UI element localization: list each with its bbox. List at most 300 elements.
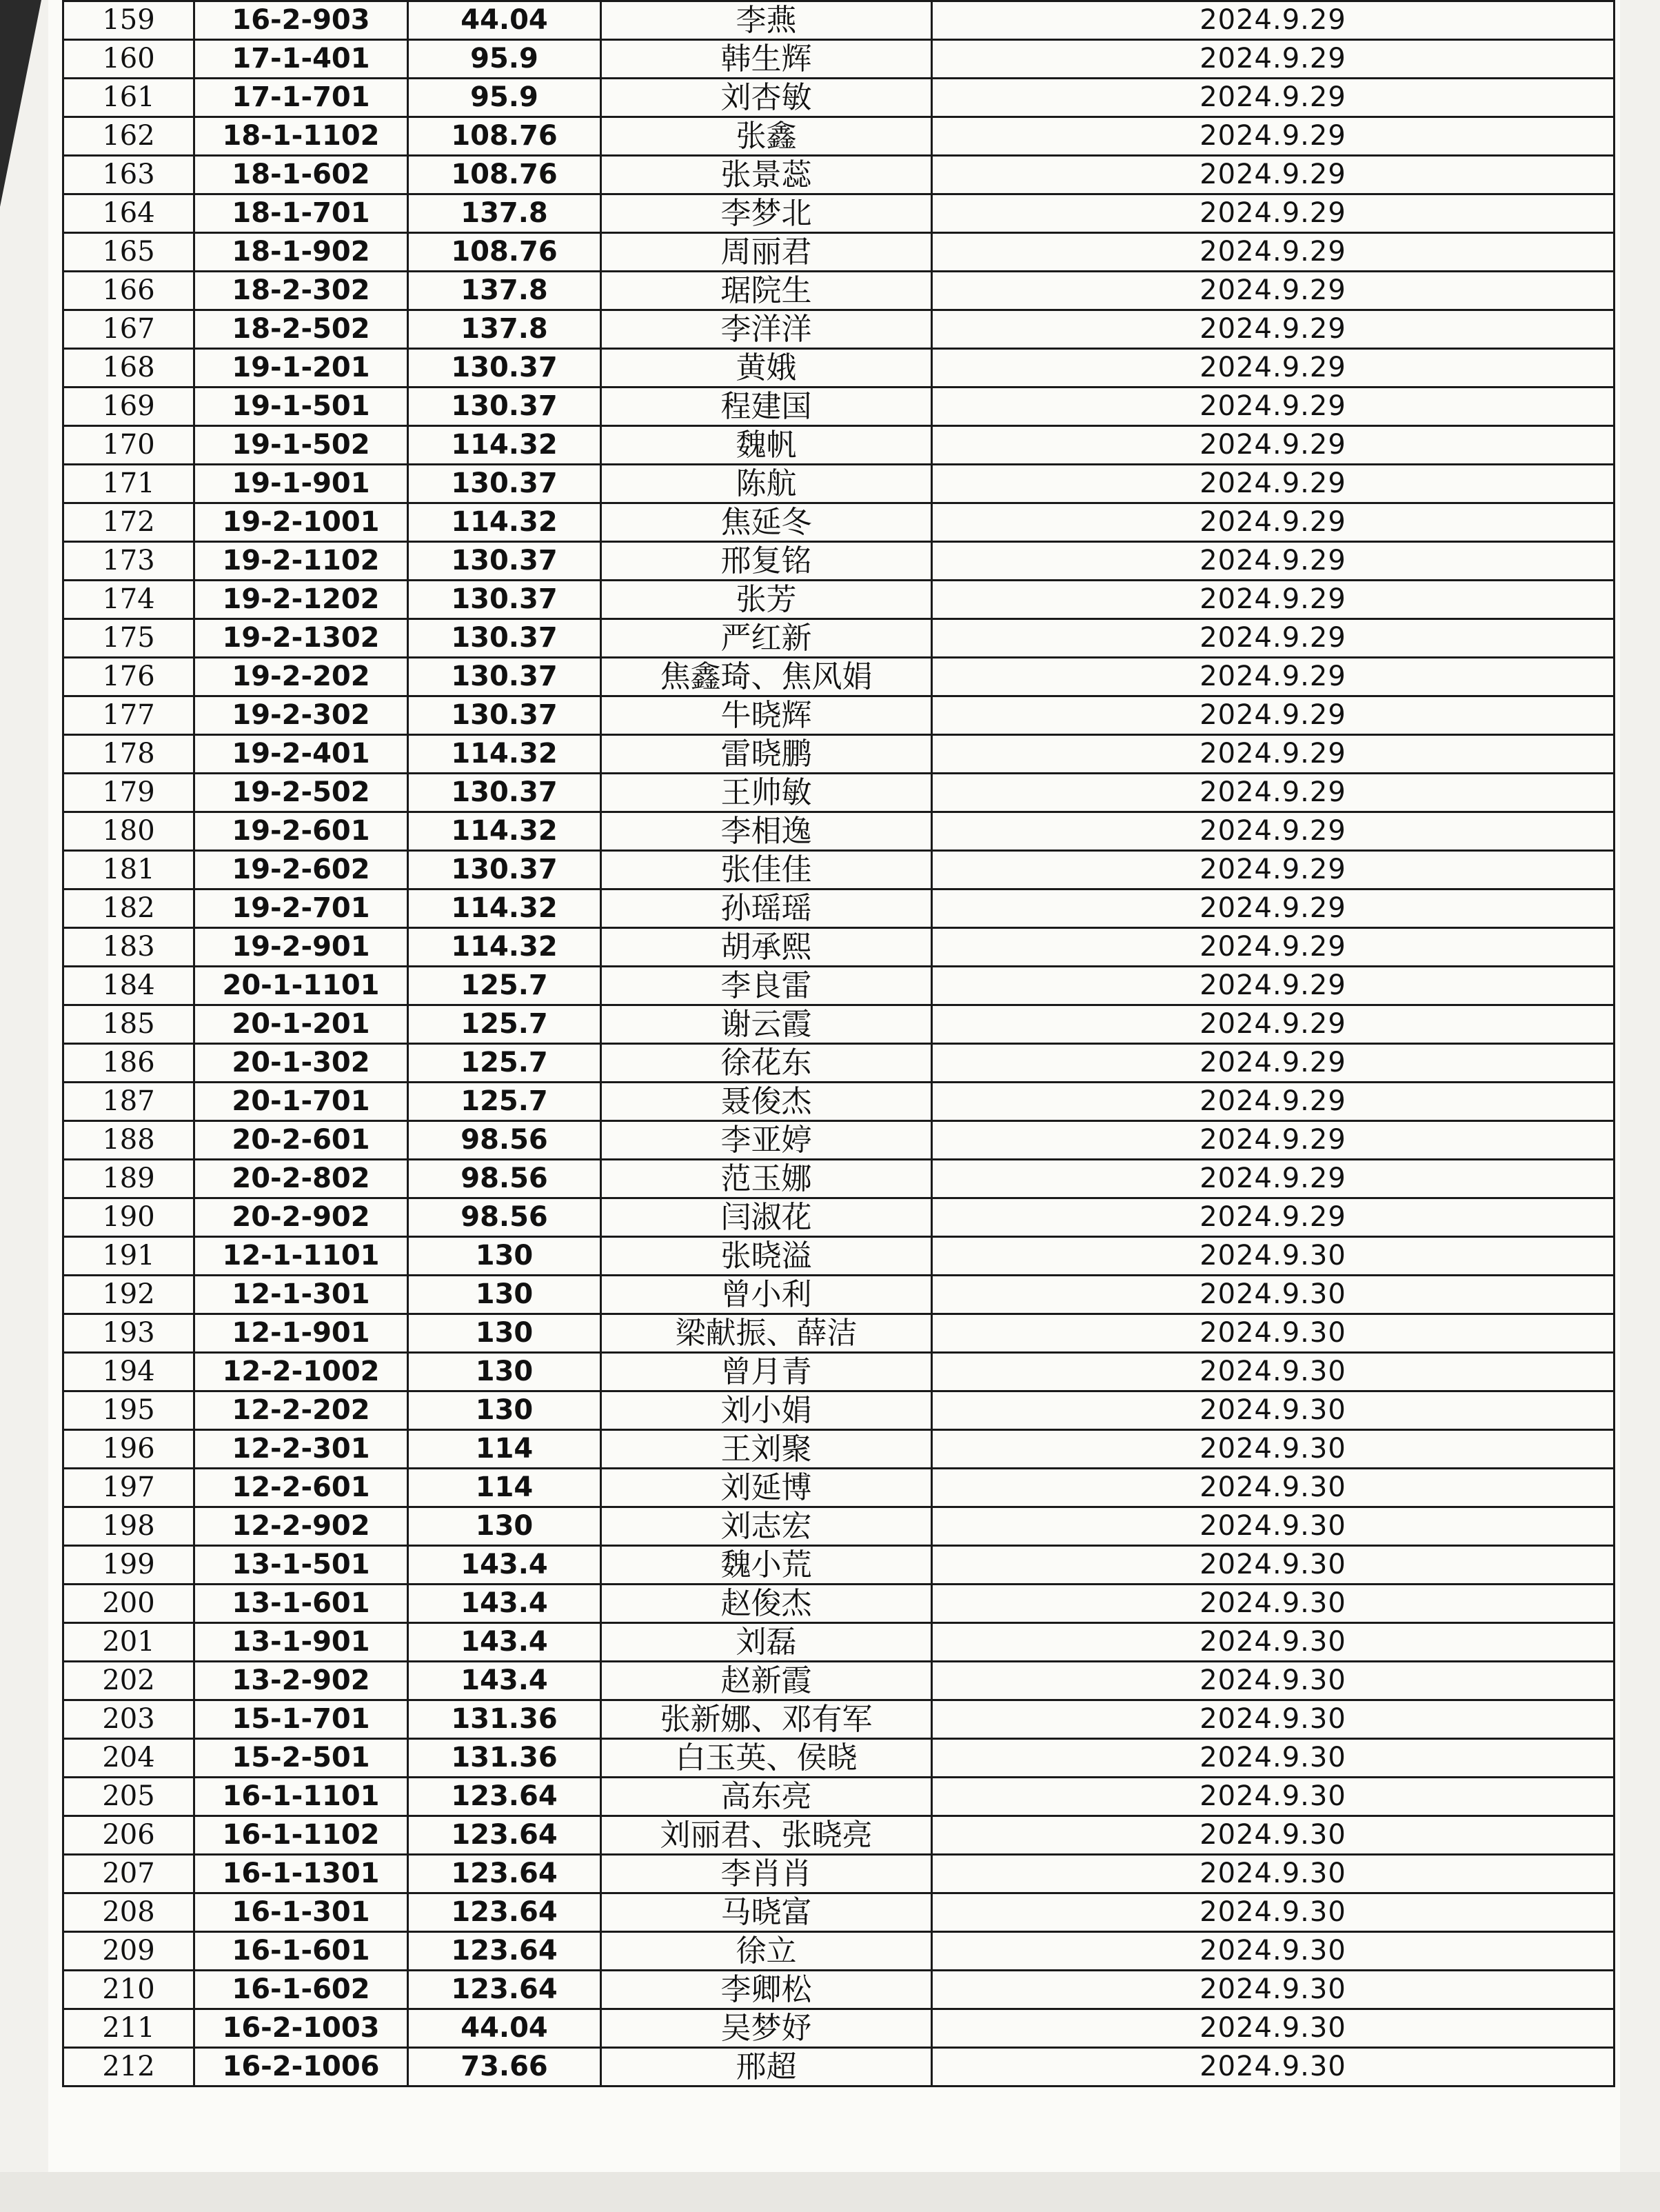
- owner-name-cell: 李卿松: [601, 1971, 932, 2009]
- row-number-cell: 186: [63, 1044, 194, 1083]
- area-cell: 114: [408, 1430, 601, 1469]
- area-cell: 98.56: [408, 1160, 601, 1198]
- date-cell: 2024.9.30: [932, 1314, 1615, 1353]
- date-cell: 2024.9.29: [932, 696, 1615, 735]
- unit-cell: 13-1-501: [194, 1546, 408, 1585]
- area-cell: 123.64: [408, 1855, 601, 1893]
- date-cell: 2024.9.30: [932, 1855, 1615, 1893]
- roster-table: [62, 0, 1615, 2087]
- table-row: [63, 79, 1615, 117]
- unit-cell: 19-1-201: [194, 349, 408, 388]
- date-cell: 2024.9.29: [932, 310, 1615, 349]
- date-cell: 2024.9.30: [932, 1237, 1615, 1276]
- date-cell: 2024.9.30: [932, 1623, 1615, 1662]
- row-number-cell: 167: [63, 310, 194, 349]
- row-number-cell: 198: [63, 1507, 194, 1546]
- unit-cell: 19-2-602: [194, 851, 408, 889]
- date-cell: 2024.9.29: [932, 581, 1615, 619]
- date-cell: 2024.9.29: [932, 79, 1615, 117]
- owner-name-cell: 韩生辉: [601, 40, 932, 79]
- area-cell: 130.37: [408, 581, 601, 619]
- date-cell: 2024.9.30: [932, 1971, 1615, 2009]
- table-row: [63, 619, 1615, 658]
- table-row: [63, 542, 1615, 581]
- table-row: [63, 1662, 1615, 1700]
- area-cell: 44.04: [408, 2009, 601, 2048]
- unit-cell: 12-2-202: [194, 1391, 408, 1430]
- row-number-cell: 168: [63, 349, 194, 388]
- unit-cell: 16-2-1006: [194, 2048, 408, 2087]
- table-row: [63, 1778, 1615, 1816]
- row-number-cell: 211: [63, 2009, 194, 2048]
- date-cell: 2024.9.29: [932, 1198, 1615, 1237]
- table-row: [63, 310, 1615, 349]
- table-row: [63, 1855, 1615, 1893]
- table-row: [63, 1391, 1615, 1430]
- owner-name-cell: 李梦北: [601, 194, 932, 233]
- unit-cell: 13-1-901: [194, 1623, 408, 1662]
- table-row: [63, 1507, 1615, 1546]
- unit-cell: 18-2-302: [194, 272, 408, 310]
- date-cell: 2024.9.29: [932, 156, 1615, 194]
- area-cell: 95.9: [408, 40, 601, 79]
- unit-cell: 19-2-701: [194, 889, 408, 928]
- owner-name-cell: 刘磊: [601, 1623, 932, 1662]
- owner-name-cell: 梁献振、薛洁: [601, 1314, 932, 1353]
- table-row: [63, 1160, 1615, 1198]
- area-cell: 114.32: [408, 426, 601, 465]
- row-number-cell: 176: [63, 658, 194, 696]
- date-cell: 2024.9.30: [932, 1662, 1615, 1700]
- area-cell: 44.04: [408, 1, 601, 40]
- table-row: [63, 1121, 1615, 1160]
- date-cell: 2024.9.29: [932, 1005, 1615, 1044]
- table-row: [63, 1816, 1615, 1855]
- table-row: [63, 117, 1615, 156]
- unit-cell: 15-1-701: [194, 1700, 408, 1739]
- table-row: [63, 967, 1615, 1005]
- owner-name-cell: 张景蕊: [601, 156, 932, 194]
- date-cell: 2024.9.29: [932, 1083, 1615, 1121]
- row-number-cell: 188: [63, 1121, 194, 1160]
- area-cell: 130.37: [408, 658, 601, 696]
- owner-name-cell: 孙瑶瑶: [601, 889, 932, 928]
- row-number-cell: 166: [63, 272, 194, 310]
- area-cell: 125.7: [408, 1005, 601, 1044]
- owner-name-cell: 李相逸: [601, 812, 932, 851]
- row-number-cell: 194: [63, 1353, 194, 1391]
- table-row: [63, 1932, 1615, 1971]
- table-row: [63, 2048, 1615, 2087]
- date-cell: 2024.9.29: [932, 426, 1615, 465]
- table-row: [63, 774, 1615, 812]
- owner-name-cell: 张鑫: [601, 117, 932, 156]
- owner-name-cell: 闫淑花: [601, 1198, 932, 1237]
- area-cell: 123.64: [408, 1932, 601, 1971]
- owner-name-cell: 李燕: [601, 1, 932, 40]
- date-cell: 2024.9.29: [932, 812, 1615, 851]
- table-row: [63, 233, 1615, 272]
- table-row: [63, 1083, 1615, 1121]
- owner-name-cell: 牛晓辉: [601, 696, 932, 735]
- area-cell: 143.4: [408, 1546, 601, 1585]
- row-number-cell: 212: [63, 2048, 194, 2087]
- table-row: [63, 1276, 1615, 1314]
- unit-cell: 19-2-901: [194, 928, 408, 967]
- unit-cell: 19-2-401: [194, 735, 408, 774]
- owner-name-cell: 张新娜、邓有军: [601, 1700, 932, 1739]
- area-cell: 130.37: [408, 388, 601, 426]
- unit-cell: 20-1-701: [194, 1083, 408, 1121]
- date-cell: 2024.9.30: [932, 1932, 1615, 1971]
- owner-name-cell: 琚院生: [601, 272, 932, 310]
- area-cell: 130.37: [408, 542, 601, 581]
- owner-name-cell: 张佳佳: [601, 851, 932, 889]
- row-number-cell: 185: [63, 1005, 194, 1044]
- unit-cell: 20-1-302: [194, 1044, 408, 1083]
- row-number-cell: 181: [63, 851, 194, 889]
- unit-cell: 19-1-501: [194, 388, 408, 426]
- unit-cell: 20-1-201: [194, 1005, 408, 1044]
- unit-cell: 19-2-1202: [194, 581, 408, 619]
- date-cell: 2024.9.30: [932, 1546, 1615, 1585]
- row-number-cell: 162: [63, 117, 194, 156]
- owner-name-cell: 胡承熙: [601, 928, 932, 967]
- owner-name-cell: 赵新霞: [601, 1662, 932, 1700]
- table-row: [63, 40, 1615, 79]
- date-cell: 2024.9.29: [932, 619, 1615, 658]
- table-row: [63, 194, 1615, 233]
- owner-name-cell: 李洋洋: [601, 310, 932, 349]
- table-row: [63, 1700, 1615, 1739]
- area-cell: 131.36: [408, 1700, 601, 1739]
- owner-name-cell: 程建国: [601, 388, 932, 426]
- table-row: [63, 2009, 1615, 2048]
- row-number-cell: 206: [63, 1816, 194, 1855]
- owner-name-cell: 刘志宏: [601, 1507, 932, 1546]
- owner-name-cell: 邢复铭: [601, 542, 932, 581]
- date-cell: 2024.9.30: [932, 1585, 1615, 1623]
- unit-cell: 20-1-1101: [194, 967, 408, 1005]
- date-cell: 2024.9.29: [932, 388, 1615, 426]
- unit-cell: 12-2-601: [194, 1469, 408, 1507]
- table-row: [63, 928, 1615, 967]
- unit-cell: 15-2-501: [194, 1739, 408, 1778]
- owner-name-cell: 徐花东: [601, 1044, 932, 1083]
- date-cell: 2024.9.29: [932, 503, 1615, 542]
- page-corner-shadow: [0, 0, 41, 207]
- row-number-cell: 171: [63, 465, 194, 503]
- date-cell: 2024.9.29: [932, 928, 1615, 967]
- table-row: [63, 1469, 1615, 1507]
- unit-cell: 19-2-302: [194, 696, 408, 735]
- unit-cell: 16-1-602: [194, 1971, 408, 2009]
- row-number-cell: 182: [63, 889, 194, 928]
- row-number-cell: 191: [63, 1237, 194, 1276]
- unit-cell: 12-2-1002: [194, 1353, 408, 1391]
- owner-name-cell: 魏帆: [601, 426, 932, 465]
- area-cell: 125.7: [408, 1044, 601, 1083]
- owner-name-cell: 李肖肖: [601, 1855, 932, 1893]
- area-cell: 98.56: [408, 1198, 601, 1237]
- row-number-cell: 163: [63, 156, 194, 194]
- date-cell: 2024.9.30: [932, 1778, 1615, 1816]
- date-cell: 2024.9.30: [932, 1353, 1615, 1391]
- area-cell: 123.64: [408, 1778, 601, 1816]
- table-row: [63, 349, 1615, 388]
- unit-cell: 12-1-1101: [194, 1237, 408, 1276]
- row-number-cell: 177: [63, 696, 194, 735]
- owner-name-cell: 赵俊杰: [601, 1585, 932, 1623]
- bottom-margin: [0, 2172, 1660, 2212]
- date-cell: 2024.9.29: [932, 233, 1615, 272]
- table-row: [63, 426, 1615, 465]
- row-number-cell: 199: [63, 1546, 194, 1585]
- unit-cell: 18-1-701: [194, 194, 408, 233]
- owner-name-cell: 刘丽君、张晓亮: [601, 1816, 932, 1855]
- unit-cell: 13-2-902: [194, 1662, 408, 1700]
- unit-cell: 19-2-1302: [194, 619, 408, 658]
- area-cell: 114.32: [408, 735, 601, 774]
- date-cell: 2024.9.29: [932, 194, 1615, 233]
- owner-name-cell: 王刘聚: [601, 1430, 932, 1469]
- date-cell: 2024.9.30: [932, 2048, 1615, 2087]
- unit-cell: 12-1-301: [194, 1276, 408, 1314]
- date-cell: 2024.9.29: [932, 349, 1615, 388]
- owner-name-cell: 高东亮: [601, 1778, 932, 1816]
- area-cell: 130: [408, 1276, 601, 1314]
- date-cell: 2024.9.29: [932, 1, 1615, 40]
- table-row: [63, 1430, 1615, 1469]
- owner-name-cell: 白玉英、侯晓: [601, 1739, 932, 1778]
- unit-cell: 17-1-701: [194, 79, 408, 117]
- area-cell: 130.37: [408, 696, 601, 735]
- row-number-cell: 197: [63, 1469, 194, 1507]
- unit-cell: 12-2-301: [194, 1430, 408, 1469]
- table-row: [63, 156, 1615, 194]
- row-number-cell: 187: [63, 1083, 194, 1121]
- date-cell: 2024.9.30: [932, 1816, 1615, 1855]
- unit-cell: 20-2-802: [194, 1160, 408, 1198]
- owner-name-cell: 严红新: [601, 619, 932, 658]
- table-row: [63, 1971, 1615, 2009]
- owner-name-cell: 李良雷: [601, 967, 932, 1005]
- unit-cell: 16-1-1102: [194, 1816, 408, 1855]
- unit-cell: 18-1-1102: [194, 117, 408, 156]
- unit-cell: 19-2-1001: [194, 503, 408, 542]
- area-cell: 125.7: [408, 967, 601, 1005]
- area-cell: 114.32: [408, 812, 601, 851]
- owner-name-cell: 刘延博: [601, 1469, 932, 1507]
- row-number-cell: 161: [63, 79, 194, 117]
- date-cell: 2024.9.30: [932, 1430, 1615, 1469]
- unit-cell: 16-1-1101: [194, 1778, 408, 1816]
- area-cell: 125.7: [408, 1083, 601, 1121]
- area-cell: 108.76: [408, 117, 601, 156]
- unit-cell: 19-2-502: [194, 774, 408, 812]
- area-cell: 130.37: [408, 465, 601, 503]
- owner-name-cell: 刘杏敏: [601, 79, 932, 117]
- row-number-cell: 202: [63, 1662, 194, 1700]
- owner-name-cell: 黄娥: [601, 349, 932, 388]
- area-cell: 130.37: [408, 851, 601, 889]
- area-cell: 130: [408, 1237, 601, 1276]
- owner-name-cell: 王帅敏: [601, 774, 932, 812]
- table-row: [63, 1237, 1615, 1276]
- table-row: [63, 1005, 1615, 1044]
- date-cell: 2024.9.30: [932, 1893, 1615, 1932]
- area-cell: 143.4: [408, 1662, 601, 1700]
- area-cell: 114: [408, 1469, 601, 1507]
- unit-cell: 12-2-902: [194, 1507, 408, 1546]
- date-cell: 2024.9.29: [932, 967, 1615, 1005]
- area-cell: 95.9: [408, 79, 601, 117]
- unit-cell: 20-2-902: [194, 1198, 408, 1237]
- date-cell: 2024.9.30: [932, 1739, 1615, 1778]
- row-number-cell: 190: [63, 1198, 194, 1237]
- area-cell: 108.76: [408, 233, 601, 272]
- owner-name-cell: 徐立: [601, 1932, 932, 1971]
- row-number-cell: 203: [63, 1700, 194, 1739]
- row-number-cell: 178: [63, 735, 194, 774]
- table-row: [63, 696, 1615, 735]
- row-number-cell: 165: [63, 233, 194, 272]
- area-cell: 114.32: [408, 889, 601, 928]
- date-cell: 2024.9.29: [932, 117, 1615, 156]
- table-row: [63, 503, 1615, 542]
- table-row: [63, 1623, 1615, 1662]
- owner-name-cell: 李亚婷: [601, 1121, 932, 1160]
- area-cell: 108.76: [408, 156, 601, 194]
- table-row: [63, 889, 1615, 928]
- date-cell: 2024.9.29: [932, 774, 1615, 812]
- row-number-cell: 200: [63, 1585, 194, 1623]
- table-row: [63, 1546, 1615, 1585]
- owner-name-cell: 张芳: [601, 581, 932, 619]
- table-row: [63, 812, 1615, 851]
- table-row: [63, 465, 1615, 503]
- owner-name-cell: 曾月青: [601, 1353, 932, 1391]
- unit-cell: 20-2-601: [194, 1121, 408, 1160]
- row-number-cell: 169: [63, 388, 194, 426]
- row-number-cell: 189: [63, 1160, 194, 1198]
- owner-name-cell: 吴梦妤: [601, 2009, 932, 2048]
- row-number-cell: 183: [63, 928, 194, 967]
- area-cell: 130: [408, 1391, 601, 1430]
- date-cell: 2024.9.29: [932, 735, 1615, 774]
- unit-cell: 19-1-901: [194, 465, 408, 503]
- owner-name-cell: 焦延冬: [601, 503, 932, 542]
- owner-name-cell: 范玉娜: [601, 1160, 932, 1198]
- area-cell: 131.36: [408, 1739, 601, 1778]
- unit-cell: 16-1-601: [194, 1932, 408, 1971]
- table-row: [63, 1893, 1615, 1932]
- table-row: [63, 272, 1615, 310]
- row-number-cell: 179: [63, 774, 194, 812]
- date-cell: 2024.9.30: [932, 1469, 1615, 1507]
- area-cell: 143.4: [408, 1623, 601, 1662]
- row-number-cell: 175: [63, 619, 194, 658]
- unit-cell: 18-1-602: [194, 156, 408, 194]
- date-cell: 2024.9.29: [932, 889, 1615, 928]
- area-cell: 123.64: [408, 1816, 601, 1855]
- area-cell: 130.37: [408, 774, 601, 812]
- date-cell: 2024.9.29: [932, 658, 1615, 696]
- table-row: [63, 1, 1615, 40]
- date-cell: 2024.9.29: [932, 851, 1615, 889]
- owner-name-cell: 曾小利: [601, 1276, 932, 1314]
- unit-cell: 19-1-502: [194, 426, 408, 465]
- table-row: [63, 1353, 1615, 1391]
- date-cell: 2024.9.29: [932, 272, 1615, 310]
- table-row: [63, 1739, 1615, 1778]
- table-row: [63, 735, 1615, 774]
- area-cell: 137.8: [408, 310, 601, 349]
- row-number-cell: 204: [63, 1739, 194, 1778]
- unit-cell: 17-1-401: [194, 40, 408, 79]
- area-cell: 114.32: [408, 928, 601, 967]
- unit-cell: 18-1-902: [194, 233, 408, 272]
- area-cell: 123.64: [408, 1893, 601, 1932]
- table-row: [63, 1198, 1615, 1237]
- row-number-cell: 195: [63, 1391, 194, 1430]
- area-cell: 123.64: [408, 1971, 601, 2009]
- owner-name-cell: 张晓溢: [601, 1237, 932, 1276]
- area-cell: 114.32: [408, 503, 601, 542]
- unit-cell: 16-1-301: [194, 1893, 408, 1932]
- row-number-cell: 209: [63, 1932, 194, 1971]
- area-cell: 130: [408, 1507, 601, 1546]
- row-number-cell: 180: [63, 812, 194, 851]
- row-number-cell: 207: [63, 1855, 194, 1893]
- row-number-cell: 184: [63, 967, 194, 1005]
- table-row: [63, 1314, 1615, 1353]
- row-number-cell: 208: [63, 1893, 194, 1932]
- date-cell: 2024.9.29: [932, 542, 1615, 581]
- date-cell: 2024.9.29: [932, 1121, 1615, 1160]
- date-cell: 2024.9.30: [932, 1507, 1615, 1546]
- row-number-cell: 164: [63, 194, 194, 233]
- unit-cell: 16-1-1301: [194, 1855, 408, 1893]
- unit-cell: 13-1-601: [194, 1585, 408, 1623]
- row-number-cell: 201: [63, 1623, 194, 1662]
- row-number-cell: 196: [63, 1430, 194, 1469]
- table-row: [63, 388, 1615, 426]
- owner-name-cell: 陈航: [601, 465, 932, 503]
- date-cell: 2024.9.30: [932, 2009, 1615, 2048]
- date-cell: 2024.9.29: [932, 465, 1615, 503]
- row-number-cell: 172: [63, 503, 194, 542]
- row-number-cell: 159: [63, 1, 194, 40]
- row-number-cell: 173: [63, 542, 194, 581]
- owner-name-cell: 焦鑫琦、焦风娟: [601, 658, 932, 696]
- date-cell: 2024.9.30: [932, 1700, 1615, 1739]
- owner-name-cell: 马晓富: [601, 1893, 932, 1932]
- date-cell: 2024.9.30: [932, 1391, 1615, 1430]
- unit-cell: 19-2-1102: [194, 542, 408, 581]
- area-cell: 137.8: [408, 272, 601, 310]
- table-row: [63, 581, 1615, 619]
- owner-name-cell: 雷晓鹏: [601, 735, 932, 774]
- roster-body: [63, 1, 1615, 2087]
- row-number-cell: 193: [63, 1314, 194, 1353]
- owner-name-cell: 邢超: [601, 2048, 932, 2087]
- unit-cell: 19-2-202: [194, 658, 408, 696]
- table-row: [63, 658, 1615, 696]
- area-cell: 98.56: [408, 1121, 601, 1160]
- owner-name-cell: 刘小娟: [601, 1391, 932, 1430]
- area-cell: 73.66: [408, 2048, 601, 2087]
